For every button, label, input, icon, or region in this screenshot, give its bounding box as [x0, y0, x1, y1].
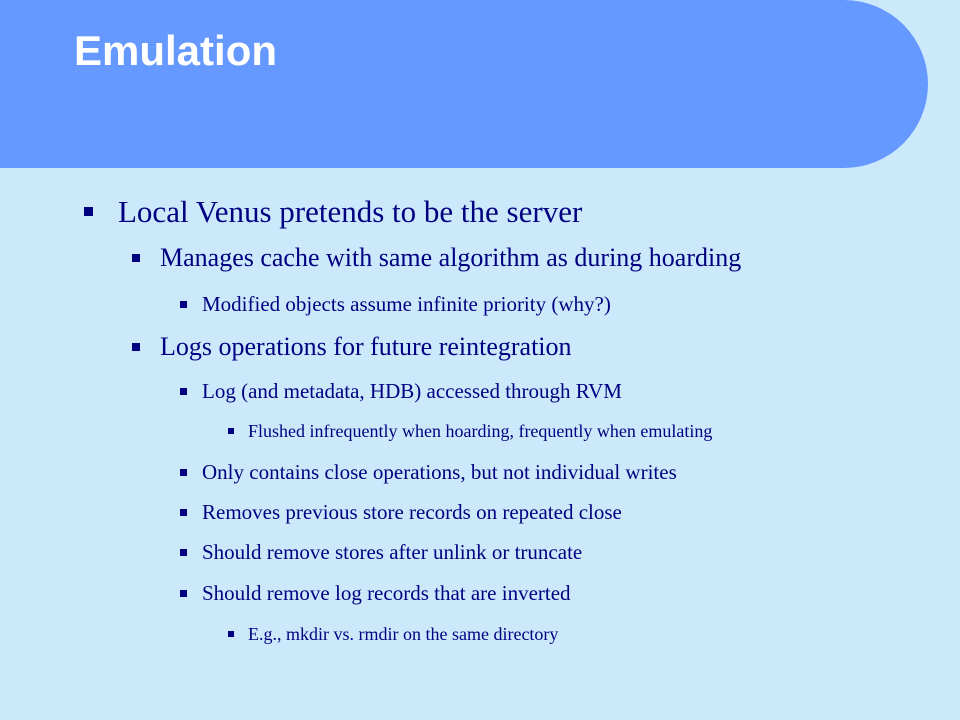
slide-title: Emulation [74, 27, 278, 74]
bullet-text: E.g., mkdir vs. rmdir on the same directory [248, 624, 559, 644]
bullet-text: Only contains close operations, but not individual writes [202, 460, 677, 484]
bullet-text: Log (and metadata, HDB) accessed through RVM [202, 379, 622, 403]
square-bullet-icon [180, 509, 187, 516]
square-bullet-icon [132, 343, 140, 351]
square-bullet-icon [180, 388, 187, 395]
bullet-text: Should remove stores after unlink or truncate [202, 540, 583, 564]
square-bullet-icon [180, 301, 187, 308]
square-bullet-icon [180, 469, 187, 476]
square-bullet-icon [180, 590, 187, 597]
bullet-text: Local Venus pretends to be the server [118, 194, 583, 229]
square-bullet-icon [132, 254, 140, 262]
bullet-text: Should remove log records that are inverted [202, 581, 571, 605]
bullet-text: Removes previous store records on repeated close [202, 500, 622, 524]
square-bullet-icon [228, 428, 234, 434]
square-bullet-icon [84, 207, 93, 216]
square-bullet-icon [180, 549, 187, 556]
bullet-text: Flushed infrequently when hoarding, frequently when emulating [248, 421, 713, 441]
bullet-text: Modified objects assume infinite priority (why?) [202, 292, 611, 316]
square-bullet-icon [228, 631, 234, 637]
bullet-text: Manages cache with same algorithm as during hoarding [160, 243, 742, 272]
bullet-text: Logs operations for future reintegration [160, 332, 572, 361]
